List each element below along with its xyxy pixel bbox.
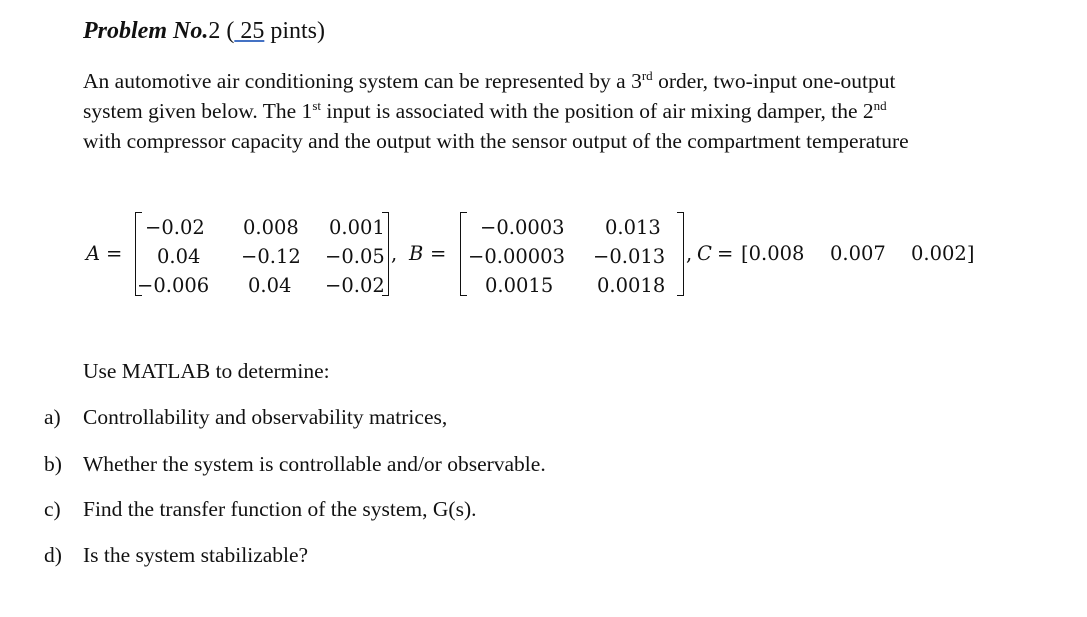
ordinal-suffix: st [312, 98, 321, 113]
matrix-a-cell: 0.04 [157, 245, 201, 268]
task-text: Controllability and observability matrices, [83, 405, 448, 429]
matrix-b-cell: −0.0003 [480, 216, 565, 239]
matrix-a-cell: −0.02 [325, 274, 385, 297]
description-line-1 [83, 66, 1043, 96]
problem-number: 2 [208, 18, 221, 44]
tasks-intro: Use MATLAB to determine: [83, 359, 330, 383]
task-item [44, 449, 546, 479]
ordinal-suffix: rd [641, 68, 653, 83]
matrix-a-cell: 0.001 [329, 216, 385, 239]
matrix-a-right-bracket [382, 212, 389, 296]
matrix-a-cell: 0.04 [248, 274, 292, 297]
points-value: 25 [234, 18, 265, 44]
matrix-b-cell: 0.0018 [597, 274, 666, 297]
matrix-b-cell: −0.00003 [468, 245, 565, 268]
matrix-b-right-bracket [677, 212, 684, 296]
description-text: system given below. The 1 [83, 99, 313, 123]
task-text: Whether the system is controllable and/or observable. [83, 452, 546, 476]
task-marker: d) [44, 543, 62, 567]
comma: , [686, 242, 693, 265]
description-text: An automotive air conditioning system can be represented by a 3 [83, 69, 642, 93]
task-marker: b) [44, 452, 62, 476]
problem-title-label: Problem No. [83, 18, 209, 44]
problem-title [83, 16, 325, 46]
equals-sign: = [106, 242, 123, 265]
matrix-b-cell: −0.013 [593, 245, 666, 268]
matrix-b-cell: 0.0015 [485, 274, 554, 297]
description-line-2 [83, 96, 1043, 126]
matrix-b-label: B [409, 242, 424, 265]
matrix-a-cell: 0.008 [243, 216, 299, 239]
task-text: Is the system stabilizable? [83, 543, 309, 567]
matrix-c-label: C [697, 242, 712, 265]
matrix-c-cell: [0.008 [741, 242, 805, 265]
matrix-a-label: A [86, 242, 101, 265]
task-item [44, 402, 447, 432]
task-marker: a) [44, 405, 61, 429]
equals-sign: = [717, 242, 734, 265]
comma: , [391, 242, 398, 265]
matrix-c-cell: 0.007 [830, 242, 886, 265]
points-open: ( [220, 18, 235, 44]
description-text: order, two-input one-output [652, 69, 896, 93]
matrix-c-cell: 0.002] [911, 242, 975, 265]
matrix-a-cell: −0.05 [325, 245, 385, 268]
description-text: input is associated with the position of air mixing damper, the 2 [320, 99, 874, 123]
equals-sign: = [430, 242, 447, 265]
description-line-3: with compressor capacity and the output with the sensor output of the compartment temperature [83, 129, 909, 153]
task-marker: c) [44, 497, 61, 521]
matrix-a-cell: −0.12 [241, 245, 301, 268]
state-space-matrices [0, 200, 1087, 310]
ordinal-suffix: nd [873, 98, 887, 113]
task-text: Find the transfer function of the system, G(s). [83, 497, 477, 521]
task-item [44, 540, 308, 570]
matrix-a-cell: −0.02 [145, 216, 205, 239]
points-close: pints) [264, 18, 325, 44]
problem-description [83, 66, 1043, 156]
matrix-b-left-bracket [460, 212, 467, 296]
matrix-b-cell: 0.013 [605, 216, 661, 239]
task-item [44, 494, 477, 524]
matrix-a-cell: −0.006 [137, 274, 210, 297]
